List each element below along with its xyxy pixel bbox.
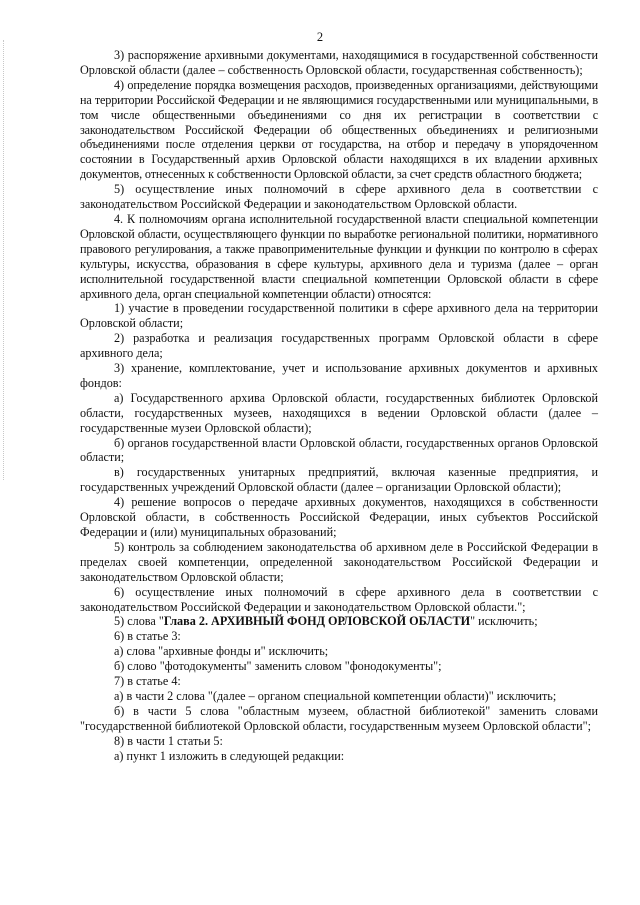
amendment-article-5: 8) в части 1 статьи 5: xyxy=(114,733,223,748)
paragraph-subitem-6: 6) осуществление иных полномочий в сфере архивного дела в соответствии с законодательством Российской Федерации и законодательством Орловской области."; xyxy=(80,584,598,614)
paragraph-subitem-3v: в) государственных унитарных предприятий, включая казенные предприятия, и государственных учреждений Орловской области (далее – организации Орловской области); xyxy=(80,465,598,495)
paragraph-subitem-3b: б) органов государственной власти Орловской области, государственных органов Орловской области; xyxy=(80,435,598,465)
paragraph-subitem-3: 3) хранение, комплектование, учет и использование архивных документов и архивных фондов: xyxy=(80,361,598,390)
page-number: 2 xyxy=(316,30,324,44)
amendment-suffix: " исключить; xyxy=(470,614,538,629)
amendment-article-4: 7) в статье 4: xyxy=(114,674,181,689)
paragraph-part-4: 4. К полномочиям органа исполнительной государственной власти специальной компетенции Орловской области, осуществляющего функции по выработке региональной политики, нормативного правового регулирования, а также правоприменительные функции и функции по контролю в сферах культуры, искусства, образования в сфере культуры, архивного дела и туризма (далее – орган исполнительной государственной власти специальной компетенции Орловской области в сфере архивного дела, орган специальной компетенции области) относятся: xyxy=(80,211,598,301)
amendment-article-5a: а) пункт 1 изложить в следующей редакции: xyxy=(114,748,345,763)
paragraph-item-4: 4) определение порядка возмещения расходов, произведенных организациями, действующими на территории Российской Федерации и не являющимися государственными или муниципальными, в том числе общественными объединениями со дня их регистрации в соответствии с законодательством Российской Федерации об общественных объединениях и религиозными объединениями после отделения церкви от государства, на отбор и передачу в упорядоченном состоянии в Государственный архив Орловской области находящихся в их владении архивных документов, отнесенных к собственности Орловской области, за счет средств областного бюджета; xyxy=(80,77,598,182)
amendment-prefix: 5) слова " xyxy=(114,614,164,629)
paragraph-item-5: 5) осуществление иных полномочий в сфере архивного дела в соответствии с законодательством Российской Федерации и законодательством Орловской области. xyxy=(80,182,598,212)
paragraph-subitem-2: 2) разработка и реализация государственных программ Орловской области в сфере архивного дела; xyxy=(80,331,598,361)
amendment-article-3b: б) слово "фотодокументы" заменить словом "фонодокументы"; xyxy=(114,659,442,674)
amendment-article-3: 6) в статье 3: xyxy=(114,629,181,644)
amendment-heading-removal xyxy=(80,614,598,629)
paragraph-subitem-5: 5) контроль за соблюдением законодательства об архивном деле в Российской Федерации в пределах своей компетенции, определенной законодательством Российской Федерации и законодательством Орловской области; xyxy=(80,539,598,584)
document-body xyxy=(80,48,598,764)
paragraph-subitem-3a: а) Государственного архива Орловской области, государственных библиотек Орловской области, государственных музеев, находящихся в ведении Орловской области (далее – государственные музеи Орловской области); xyxy=(80,390,598,435)
paragraph-item-3: 3) распоряжение архивными документами, находящимися в государственной собственности Орловской области (далее – собственность Орловской области, государственная собственность); xyxy=(80,48,598,77)
paragraph-subitem-1: 1) участие в проведении государственной политики в сфере архивного дела на территории Орловской области; xyxy=(80,301,598,331)
chapter-heading-text: Глава 2. АРХИВНЫЙ ФОНД ОРЛОВСКОЙ ОБЛАСТИ xyxy=(163,614,471,629)
amendment-article-3a: а) слова "архивные фонды и" исключить; xyxy=(114,644,329,659)
amendment-article-4b: б) в части 5 слова "областным музеем, областной библиотекой" заменить словами "государственной библиотекой Орловской области, государственным музеем Орловской области"; xyxy=(80,703,598,733)
paragraph-subitem-4: 4) решение вопросов о передаче архивных документов, находящихся в собственности Орловской области, в собственность Российской Федерации, иных субъектов Российской Федерации и (или) муниципальных образований; xyxy=(80,495,598,539)
amendment-article-4a: а) в части 2 слова "(далее – органом специальной компетенции области)" исключить; xyxy=(114,688,557,703)
scan-margin-trace xyxy=(3,40,5,480)
